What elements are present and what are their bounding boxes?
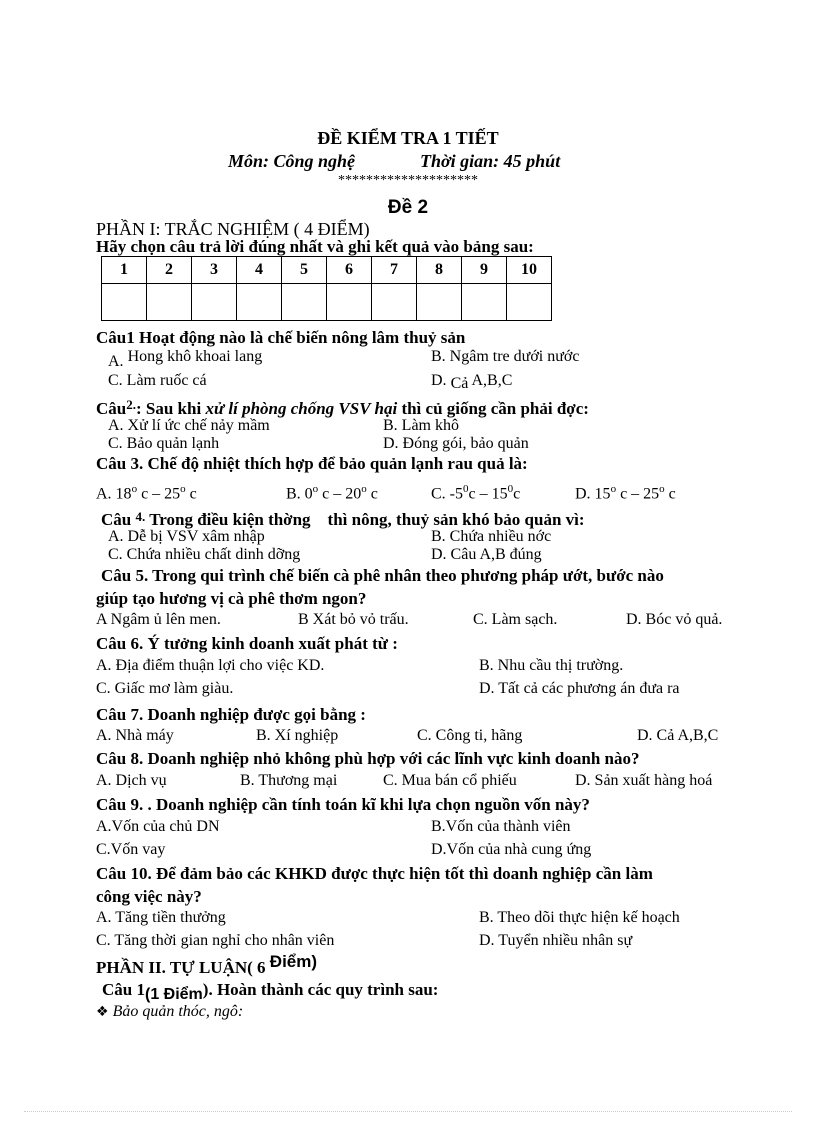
q5-option-a: A Ngâm ủ lên men. bbox=[96, 611, 221, 628]
answer-col-header: 2 bbox=[147, 257, 192, 284]
q8-option-a: A. Dịch vụ bbox=[96, 772, 167, 789]
question-5: Câu 5. Trong qui trình chế biến cà phê nhân theo phương pháp ướt, bước nào bbox=[101, 566, 664, 585]
q8-option-b: B. Thương mại bbox=[240, 772, 338, 789]
q6-option-c: C. Giấc mơ làm giàu. bbox=[96, 680, 234, 697]
q2-option-a: A. Xử lí ức chế nảy mầm bbox=[108, 417, 270, 434]
q10-option-b: B. Theo dõi thực hiện kế hoạch bbox=[479, 909, 680, 926]
question-4: Câu $^{4.}$ Trong điều kiện thờng thì nông, thuỷ sản khó bảo quản vì: bbox=[101, 509, 585, 529]
answer-cell[interactable] bbox=[237, 284, 282, 321]
exam-title: ĐỀ KIỂM TRA 1 TIẾT bbox=[317, 128, 499, 148]
question-3: Câu 3. Chế độ nhiệt thích hợp để bảo quản lạnh rau quả là: bbox=[96, 454, 528, 473]
q5-option-c: C. Làm sạch. bbox=[473, 611, 558, 628]
answer-col-header: 6 bbox=[327, 257, 372, 284]
q6-option-a: A. Địa điểm thuận lợi cho việc KD. bbox=[96, 657, 325, 674]
diamond-bullet-icon: ❖ bbox=[96, 1003, 109, 1019]
q7-option-b: B. Xí nghiệp bbox=[256, 727, 339, 744]
part1-instruction: Hãy chọn câu trả lời đúng nhất và ghi kết quả vào bảng sau: bbox=[96, 237, 534, 256]
answer-table-header-row bbox=[102, 257, 552, 284]
part2-title: PHẦN II. TỰ LUẬN( 6 Điểm) bbox=[96, 952, 318, 977]
answer-col-header: 4 bbox=[237, 257, 282, 284]
part1-title: PHẦN I: TRẮC NGHIỆM ( 4 ĐIỂM) bbox=[96, 219, 370, 239]
question-8: Câu 8. Doanh nghiệp nhỏ không phù hợp với các lĩnh vực kinh doanh nào? bbox=[96, 749, 640, 768]
answer-col-header: 8 bbox=[417, 257, 462, 284]
q4-option-c: C. Chứa nhiều chất dinh dỡng bbox=[108, 546, 301, 563]
q9-option-b: B.Vốn của thành viên bbox=[431, 818, 571, 835]
q2-option-c: C. Bảo quản lạnh bbox=[108, 435, 220, 452]
question-6: Câu 6. Ý tưởng kinh doanh xuất phát từ : bbox=[96, 634, 398, 653]
q5-option-b: B Xát bỏ vỏ trấu. bbox=[298, 611, 409, 628]
q1-option-b: B. Ngâm tre dưới nước bbox=[431, 348, 580, 365]
q10-option-d: D. Tuyển nhiều nhân sự bbox=[479, 932, 633, 949]
answer-col-header: 10 bbox=[507, 257, 552, 284]
stars-divider: ******************** bbox=[338, 173, 478, 188]
q1-option-d: D. Cả A,B,C bbox=[431, 372, 513, 392]
q7-option-d: D. Cả A,B,C bbox=[637, 727, 719, 744]
answer-table-blank-row bbox=[102, 284, 552, 321]
answer-col-header: 9 bbox=[462, 257, 507, 284]
question-10-line2: công việc này? bbox=[96, 887, 202, 906]
answer-cell[interactable] bbox=[147, 284, 192, 321]
q9-option-c: C.Vốn vay bbox=[96, 841, 166, 858]
question-1: Câu1 Hoạt động nào là chế biến nông lâm thuỷ sản bbox=[96, 328, 466, 347]
q8-option-c: C. Mua bán cổ phiếu bbox=[383, 772, 517, 789]
answer-cell[interactable] bbox=[372, 284, 417, 321]
q9-option-d: D.Vốn của nhà cung ứng bbox=[431, 841, 592, 858]
answer-table bbox=[101, 256, 552, 321]
subject-label: Môn: Công nghệ bbox=[228, 151, 356, 171]
q9-option-a: A.Vốn của chủ DN bbox=[96, 818, 220, 835]
q3-option-c: C. $-5^0c - 15^0c$ bbox=[431, 483, 521, 503]
answer-cell[interactable] bbox=[462, 284, 507, 321]
answer-cell[interactable] bbox=[102, 284, 147, 321]
q7-option-c: C. Công ti, hãng bbox=[417, 727, 523, 744]
question-7: Câu 7. Doanh nghiệp được gọi bằng : bbox=[96, 705, 366, 724]
time-label: Thời gian: 45 phút bbox=[420, 151, 561, 171]
part2-item-1: ❖ Bảo quản thóc, ngô: bbox=[96, 1003, 244, 1020]
q4-option-b: B. Chứa nhiều nớc bbox=[431, 528, 552, 545]
answer-col-header: 5 bbox=[282, 257, 327, 284]
q2-option-b: B. Làm khô bbox=[383, 417, 459, 434]
question-5-line2: giúp tạo hương vị cà phê thơm ngon? bbox=[96, 589, 367, 608]
answer-cell[interactable] bbox=[507, 284, 552, 321]
q10-option-c: C. Tăng thời gian nghỉ cho nhân viên bbox=[96, 932, 335, 949]
answer-cell[interactable] bbox=[192, 284, 237, 321]
answer-cell[interactable] bbox=[282, 284, 327, 321]
exam-code: Đề 2 bbox=[387, 197, 429, 218]
q3-option-b: B. 0$^o$ c – 20$^o$ c bbox=[286, 483, 378, 503]
q3-option-d: D. 15$^o$ c – 25$^o$ c bbox=[575, 483, 676, 503]
question-2: Câu$^{2.}$: Sau khi xử lí phòng chống VSV hại thì củ giống cần phải đợc: bbox=[96, 397, 589, 418]
answer-cell[interactable] bbox=[327, 284, 372, 321]
q6-option-d: D. Tất cả các phương án đưa ra bbox=[479, 680, 680, 697]
part2-question-1: Câu 1(1 Điểm). Hoàn thành các quy trình sau: bbox=[102, 980, 439, 1003]
answer-cell[interactable] bbox=[417, 284, 462, 321]
answer-col-header: 7 bbox=[372, 257, 417, 284]
answer-col-header: 3 bbox=[192, 257, 237, 284]
page-bottom-divider bbox=[24, 1111, 792, 1112]
q8-option-d: D. Sản xuất hàng hoá bbox=[575, 772, 713, 789]
q2-option-d: D. Đóng gói, bảo quản bbox=[383, 435, 529, 452]
q5-option-d: D. Bóc vỏ quả. bbox=[626, 611, 723, 628]
question-9: Câu 9. . Doanh nghiệp cần tính toán kĩ khi lựa chọn nguồn vốn này? bbox=[96, 795, 590, 814]
q1-option-c: C. Làm ruốc cá bbox=[108, 372, 207, 389]
q4-option-d: D. Câu A,B đúng bbox=[431, 546, 542, 563]
question-10: Câu 10. Để đảm bảo các KHKD được thực hiện tốt thì doanh nghiệp cần làm bbox=[96, 864, 653, 883]
q10-option-a: A. Tăng tiền thưởng bbox=[96, 909, 226, 926]
answer-col-header: 1 bbox=[102, 257, 147, 284]
q7-option-a: A. Nhà máy bbox=[96, 727, 174, 744]
q1-option-a: A. Hong khô khoai lang bbox=[108, 348, 263, 370]
q6-option-b: B. Nhu cầu thị trường. bbox=[479, 657, 624, 674]
q3-option-a: A. 18$^o$ c – 25$^o$ c bbox=[96, 483, 197, 503]
q4-option-a: A. Dễ bị VSV xâm nhập bbox=[108, 528, 265, 545]
